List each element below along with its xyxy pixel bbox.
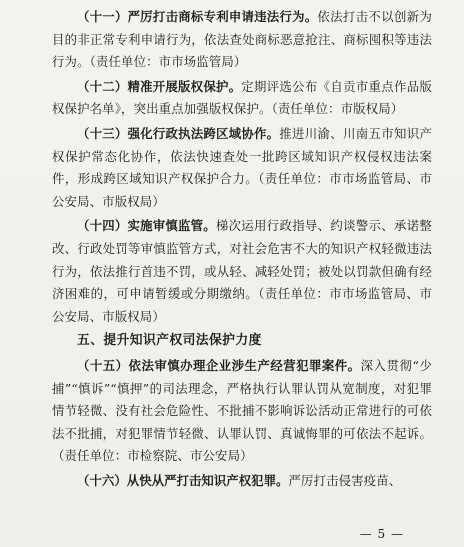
- section-heading: 五、提升知识产权司法保护力度: [77, 333, 262, 349]
- paragraph-13-text: 推进川渝、川南五市知识产权保护常态化协作，依法快速查处一批跨区域知识产权侵权违法案件，形成跨区域知识产权保护合力。（责任单位：市市场监管局、市公安局、市版权局）: [52, 125, 432, 209]
- paragraph-14-text: 梯次运用行政指导、约谈警示、承诺整改、行政处罚等审慎监管方式，对社会危害不大的知识产权轻微违法行为，依法推行首违不罚，或从轻、减轻处罚；被处以罚款但确有经济困难的，可申请暂缓或分期缴纳。（责任单位：市市场监管局、市公安局、市版权局）: [52, 218, 432, 324]
- paragraph-16: [52, 470, 432, 493]
- document-body: [52, 6, 432, 494]
- paragraph-16-heading: （十六）从快从严打击知识产权犯罪。: [77, 472, 289, 488]
- paragraph-11-heading: （十一）严厉打击商标专利申请违法行为。: [77, 9, 318, 24]
- paragraph-11-text: 依法打击不以创新为目的非正常专利申请行为，依法查处商标恶意抢注、商标囤积等违法行为。（责任单位：市市场监管局）: [52, 9, 432, 70]
- paragraph-14: [52, 215, 432, 328]
- page-number: — 5 —: [359, 527, 404, 541]
- paragraph-12-heading: （十二）精准开展版权保护。: [77, 78, 242, 94]
- paragraph-15: [52, 355, 432, 468]
- paragraph-14-heading: （十四）实施审慎监管。: [77, 218, 216, 234]
- paragraph-13: [52, 123, 432, 213]
- paragraph-16-text: 严厉打击侵害疫苗、: [288, 472, 402, 488]
- paragraph-15-text: 深入贯彻“少捕”“慎诉”“慎押”的司法理念，严格执行认罪认罚从宽制度，对犯罪情节轻微、没有社会危险性、不批捕不影响诉讼活动正常进行的可依法不批捕，对犯罪情节轻微、认罪认罚、真诚悔罪的可依法不起诉。（责任单位：市检察院、市公安局）: [52, 357, 432, 464]
- paragraph-11: [52, 6, 432, 74]
- paragraph-13-heading: （十三）强化行政执法跨区域协作。: [77, 125, 280, 141]
- paragraph-12-text: 定期评选公布《自贡市重点作品版权保护名单》，突出重点加强版权保护。（责任单位：市版权局）: [52, 78, 433, 117]
- paragraph-15-heading: （十五）依法审慎办理企业涉生产经营犯罪案件。: [77, 357, 361, 373]
- paragraph-12: [52, 76, 432, 121]
